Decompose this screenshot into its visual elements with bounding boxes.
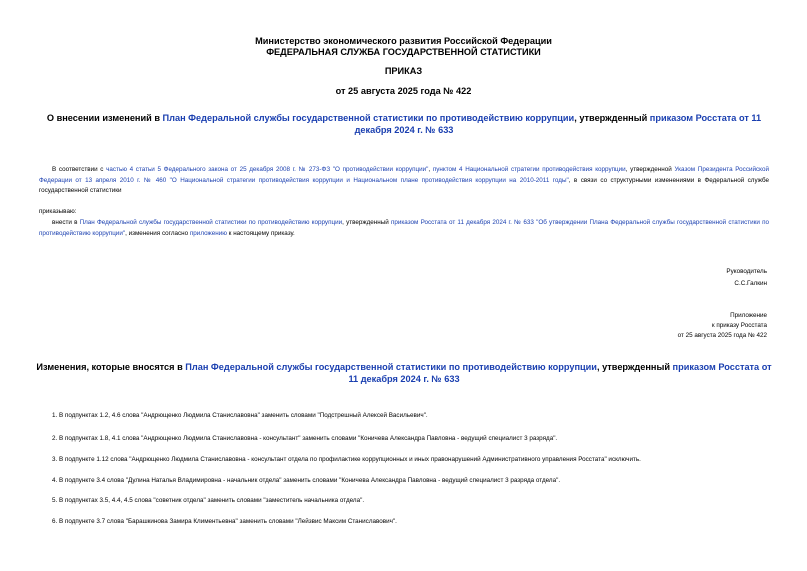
preamble-text: , в связи со структурными изменениями в Федеральной службе государственной статистики	[39, 176, 770, 194]
title-text: , утвержденный	[574, 113, 650, 123]
order-text: к настоящему приказу.	[226, 229, 295, 237]
order-label: приказываю:	[39, 208, 77, 215]
change-item-5: 5. В подпунктах 3.5, 4.4, 4.5 слова "советник отдела" заменить словами "заместитель начальника отдела".	[52, 497, 365, 504]
presidential-decree-link[interactable]: Указом Президента Российской Федерации от 13 апреля 2010 г. № 460 "О Национальной стратегии противодействия коррупции и Национальном плане противодействия коррупции на 2010-2011 годы"	[39, 166, 769, 184]
order-link[interactable]: приказом Росстата от 11 декабря 2024 г. № 633	[348, 362, 772, 384]
national-strategy-link[interactable]: пунктом 4 Национальной стратегии противодействия коррупции	[432, 166, 626, 173]
changes-title	[36, 362, 772, 385]
order-text: внести в	[52, 219, 80, 226]
appendix-line-3: от 25 августа 2025 года № 422	[677, 332, 767, 339]
doc-date-number: от 25 августа 2025 года № 422	[335, 86, 472, 96]
plan-link[interactable]: План Федеральной службы государственной статистики по противодействию коррупции	[162, 113, 575, 123]
preamble-paragraph	[39, 165, 769, 197]
change-item-1: 1. В подпунктах 1.2, 4.6 слова "Андрющенко Людмила Станиславовна" заменить словами "Подстрешный Алексей Васильевич".	[52, 412, 428, 419]
change-item-2: 2. В подпунктах 1.8, 4.1 слова "Андрющенко Людмила Станиславовна - консультант" заменить словами "Коничева Александра Павловна - ведущий специалист 3 разряда".	[52, 435, 558, 442]
order-text: , утвержденный	[342, 219, 391, 226]
appendix-line-1: Приложение	[730, 312, 767, 319]
change-item-3: 3. В подпункте 1.12 слова "Андрющенко Людмила Станиславовна - консультант отдела по профилактике коррупционных и иных правонарушений Административного управления Росстата" исключить.	[52, 456, 641, 463]
order-paragraph	[39, 218, 769, 239]
document-title	[36, 113, 772, 136]
order-link[interactable]: приказом Росстата от 11 декабря 2024 г. № 633 "Об утверждении Плана Федеральной службы государственной статистики по противодействию коррупции"	[39, 219, 769, 237]
appendix-line-2: к приказу Росстата	[711, 322, 767, 329]
signature-name: С.С.Галкин	[734, 280, 767, 287]
change-item-4: 4. В подпункте 3.4 слова "Дулина Наталья Владимировна - начальник отдела" заменить словами "Коничева Александра Павловна - ведущий специалист 3 разряда отдела".	[52, 477, 561, 484]
changes-title-text: Изменения, которые вносятся в	[36, 362, 186, 372]
appendix-link[interactable]: приложению	[189, 229, 227, 237]
federal-law-link[interactable]: частью 4 статьи 5 Федерального закона от 25 декабря 2008 г. № 273-ФЗ "О противодействии коррупции"	[106, 166, 429, 173]
plan-link[interactable]: План Федеральной службы государственной статистики по противодействию коррупции	[185, 362, 597, 372]
changes-title-text: , утвержденный	[596, 362, 673, 372]
signature-position: Руководитель	[726, 268, 767, 275]
title-text: О внесении изменений в	[46, 113, 163, 123]
doc-type: ПРИКАЗ	[384, 66, 423, 76]
preamble-text: , утвержденной	[625, 166, 675, 173]
ministry-name: Министерство экономического развития Российской Федерации	[255, 36, 552, 46]
preamble-text: ,	[428, 166, 433, 173]
service-name: ФЕДЕРАЛЬНАЯ СЛУЖБА ГОСУДАРСТВЕННОЙ СТАТИСТИКИ	[266, 47, 541, 57]
order-link[interactable]: приказом Росстата от 11 декабря 2024 г. № 633	[354, 113, 762, 135]
order-text: , изменения согласно	[125, 229, 190, 237]
preamble-text: В соответствии с	[52, 166, 107, 173]
plan-link[interactable]: План Федеральной службы государственной статистики по противодействию коррупции	[79, 219, 343, 226]
change-item-6: 6. В подпункте 3.7 слова "Барашкинова Замира Климентьевна" заменить словами "Лейзвис Максим Станиславович".	[52, 518, 397, 525]
